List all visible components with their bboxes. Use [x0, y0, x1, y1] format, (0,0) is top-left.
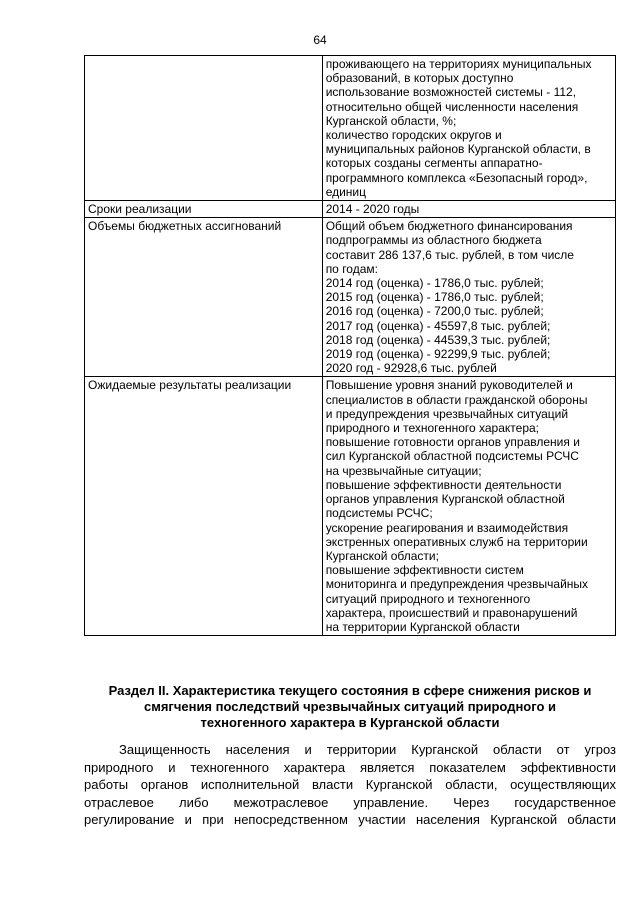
value-line: количество городских округов и — [325, 128, 502, 143]
value-line: муниципальных районов Курганской области, в — [325, 142, 591, 157]
value-line: повышение эффективности систем — [325, 563, 524, 578]
value-line: единиц — [325, 184, 367, 199]
value-line: 2018 год (оценка) - 44539,3 тыс. рублей; — [325, 332, 551, 347]
value-line: характера, происшествий и правонарушений — [325, 605, 578, 620]
value-line: повышение эффективности деятельности — [325, 477, 562, 492]
value-line: сил Курганской областной подсистемы РСЧС — [325, 449, 579, 464]
value-line: Повышение уровня знаний руководителей и — [325, 378, 573, 393]
value-line: на чрезвычайные ситуации; — [325, 463, 482, 478]
value-line: подпрограммы из областного бюджета — [325, 233, 542, 248]
value-line: которых созданы сегменты аппаратно- — [325, 156, 543, 171]
value-line: использование возможностей системы - 112, — [325, 85, 577, 100]
value-line: экстренных оперативных служб на территории — [325, 534, 588, 549]
value-line: Курганской области; — [325, 548, 439, 563]
row-label: Сроки реализации — [88, 202, 192, 217]
value-line: 2014 - 2020 годы — [325, 202, 420, 217]
value-line: на территории Курганской области — [325, 619, 520, 634]
value-line: образований, в которых доступно — [325, 71, 514, 86]
page-number: 64 — [313, 33, 327, 47]
value-line: ускорение реагирования и взаимодействия — [325, 520, 569, 535]
value-line: мониторинга и предупреждения чрезвычайных — [325, 577, 589, 592]
value-line: 2020 год - 92928,6 тыс. рублей — [325, 361, 497, 376]
value-line: 2014 год (оценка) - 1786,0 тыс. рублей; — [325, 276, 544, 291]
row-label-cell — [85, 56, 323, 201]
paragraph-line: Защищенность населения и территории Курганской области от угроз — [119, 742, 616, 757]
value-line: 2019 год (оценка) - 92299,9 тыс. рублей; — [325, 347, 551, 362]
value-line: 2015 год (оценка) - 1786,0 тыс. рублей; — [325, 290, 544, 305]
row-value-cell — [322, 56, 615, 201]
value-line: 2017 год (оценка) - 45597,8 тыс. рублей; — [325, 318, 551, 333]
paragraph-line: работы органов исполнительной власти Курганской области, осуществляющих — [84, 777, 616, 793]
value-line: органов управления Курганской областной — [325, 492, 565, 507]
heading-line: техногенного характера в Курганской области — [200, 715, 500, 730]
heading-line: смягчения последствий чрезвычайных ситуаций природного и — [143, 699, 557, 714]
row-value-cell — [322, 377, 615, 636]
value-line: повышение готовности органов управления и — [325, 435, 580, 450]
row-label-cell — [85, 201, 323, 218]
value-line: Курганской области, %; — [325, 113, 457, 128]
row-label-cell — [85, 377, 323, 636]
table-row — [85, 56, 616, 201]
row-label: Ожидаемые результаты реализации — [88, 378, 292, 393]
value-line: Общий объем бюджетного финансирования — [325, 219, 573, 234]
row-label: Объемы бюджетных ассигнований — [88, 219, 282, 234]
table-row — [85, 377, 616, 636]
value-line: ситуаций природного и техногенного — [325, 591, 531, 606]
section-heading — [84, 683, 616, 731]
value-line: относительно общей численности населения — [325, 99, 579, 114]
value-line: составит 286 137,6 тыс. рублей, в том числе — [325, 247, 574, 262]
value-line: природного и техногенного характера; — [325, 421, 540, 436]
value-line: подсистемы РСЧС; — [325, 506, 433, 521]
table-row — [85, 218, 616, 377]
paragraph-line: отраслевое либо межотраслевое управление. Через государственное — [84, 794, 616, 810]
value-line: 2016 год (оценка) - 7200,0 тыс. рублей; — [325, 304, 544, 319]
paragraph-line: регулирование и при непосредственном участии населения Курганской области — [84, 812, 616, 828]
row-label-cell — [85, 218, 323, 377]
value-line: специалистов в области гражданской обороны — [325, 392, 588, 407]
value-line: по годам: — [325, 261, 378, 276]
paragraph-line: природного и техногенного характера является показателем эффективности — [84, 759, 616, 775]
heading-line: Раздел II. Характеристика текущего состояния в сфере снижения рисков и — [108, 683, 592, 698]
value-line: и предупреждения чрезвычайных ситуаций — [325, 406, 569, 421]
value-line: проживающего на территориях муниципальных — [325, 57, 592, 71]
value-line: программного комплекса «Безопасный город», — [325, 170, 588, 185]
row-value-cell — [322, 218, 615, 377]
row-value-cell — [322, 201, 615, 218]
passport-table — [84, 55, 616, 636]
table-row — [85, 201, 616, 218]
body-paragraph — [84, 741, 616, 829]
